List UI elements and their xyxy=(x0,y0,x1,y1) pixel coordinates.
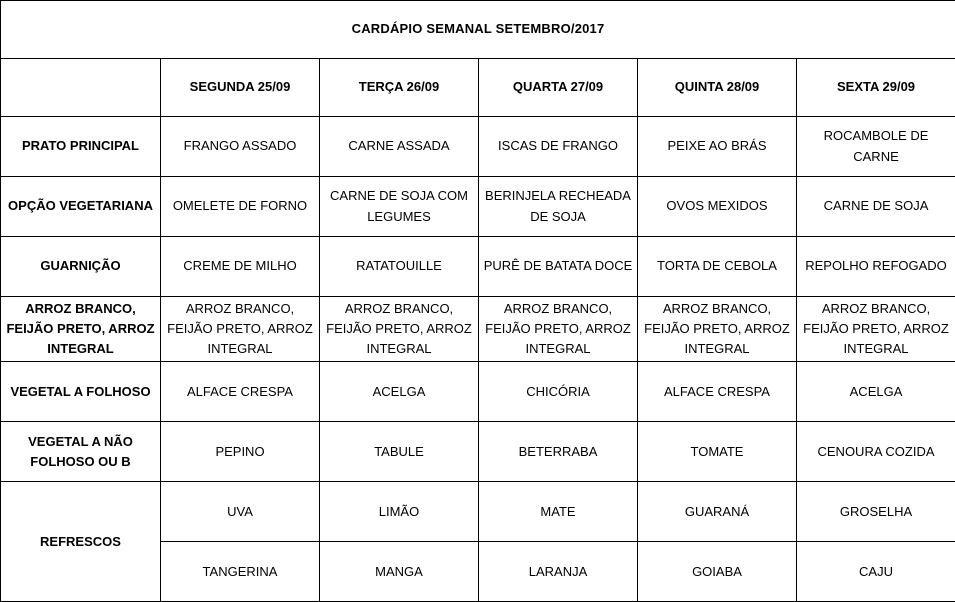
table-cell: CHICÓRIA xyxy=(479,362,638,422)
table-cell: OVOS MEXIDOS xyxy=(638,177,797,237)
header-terca: TERÇA 26/09 xyxy=(320,59,479,117)
table-cell: BETERRABA xyxy=(479,422,638,482)
corner-header-cell xyxy=(1,59,161,117)
header-quinta: QUINTA 28/09 xyxy=(638,59,797,117)
table-cell: CARNE DE SOJA xyxy=(797,177,955,237)
row-label-refrescos: REFRESCOS xyxy=(1,482,161,602)
table-cell: CARNE ASSADA xyxy=(320,117,479,177)
table-cell: ISCAS DE FRANGO xyxy=(479,117,638,177)
table-cell: TANGERINA xyxy=(161,542,320,602)
table-cell: CAJU xyxy=(797,542,955,602)
table-cell: BERINJELA RECHEADA DE SOJA xyxy=(479,177,638,237)
row-label-arroz-feijao: ARROZ BRANCO, FEIJÃO PRETO, ARROZ INTEGRAL xyxy=(1,297,161,362)
table-cell: ALFACE CRESPA xyxy=(638,362,797,422)
row-label-opcao-vegetariana: OPÇÃO VEGETARIANA xyxy=(1,177,161,237)
table-cell: CARNE DE SOJA COM LEGUMES xyxy=(320,177,479,237)
table-cell: ACELGA xyxy=(320,362,479,422)
table-cell: TABULE xyxy=(320,422,479,482)
header-sexta: SEXTA 29/09 xyxy=(797,59,955,117)
row-opcao-vegetariana xyxy=(1,177,955,237)
table-cell: OMELETE DE FORNO xyxy=(161,177,320,237)
table-cell: ARROZ BRANCO, FEIJÃO PRETO, ARROZ INTEGRAL xyxy=(638,297,797,362)
table-cell: ARROZ BRANCO, FEIJÃO PRETO, ARROZ INTEGRAL xyxy=(797,297,955,362)
row-vegetal-nao-folhoso xyxy=(1,422,955,482)
row-label-prato-principal: PRATO PRINCIPAL xyxy=(1,117,161,177)
table-cell: FRANGO ASSADO xyxy=(161,117,320,177)
table-cell: UVA xyxy=(161,482,320,542)
table-cell: PEIXE AO BRÁS xyxy=(638,117,797,177)
table-cell: CENOURA COZIDA xyxy=(797,422,955,482)
row-label-vegetal-nao-folhoso: VEGETAL A NÃO FOLHOSO OU B xyxy=(1,422,161,482)
table-cell: ARROZ BRANCO, FEIJÃO PRETO, ARROZ INTEGRAL xyxy=(161,297,320,362)
table-cell: LARANJA xyxy=(479,542,638,602)
row-refrescos-1 xyxy=(1,482,955,542)
table-cell: ALFACE CRESPA xyxy=(161,362,320,422)
table-cell: GOIABA xyxy=(638,542,797,602)
row-vegetal-folhoso xyxy=(1,362,955,422)
table-cell: CREME DE MILHO xyxy=(161,237,320,297)
table-cell: PEPINO xyxy=(161,422,320,482)
row-prato-principal xyxy=(1,117,955,177)
table-cell: MATE xyxy=(479,482,638,542)
table-cell: ACELGA xyxy=(797,362,955,422)
table-cell: LIMÃO xyxy=(320,482,479,542)
table-cell: TOMATE xyxy=(638,422,797,482)
page-title: CARDÁPIO SEMANAL SETEMBRO/2017 xyxy=(1,1,955,59)
table-cell: TORTA DE CEBOLA xyxy=(638,237,797,297)
title-row xyxy=(1,1,955,59)
table-cell: ARROZ BRANCO, FEIJÃO PRETO, ARROZ INTEGRAL xyxy=(479,297,638,362)
table-cell: RATATOUILLE xyxy=(320,237,479,297)
table-cell: ARROZ BRANCO, FEIJÃO PRETO, ARROZ INTEGRAL xyxy=(320,297,479,362)
header-row xyxy=(1,59,955,117)
table-cell: MANGA xyxy=(320,542,479,602)
row-guarnicao xyxy=(1,237,955,297)
table-cell: GROSELHA xyxy=(797,482,955,542)
header-segunda: SEGUNDA 25/09 xyxy=(161,59,320,117)
table-cell: REPOLHO REFOGADO xyxy=(797,237,955,297)
header-quarta: QUARTA 27/09 xyxy=(479,59,638,117)
row-arroz-feijao xyxy=(1,297,955,362)
table-cell: PURÊ DE BATATA DOCE xyxy=(479,237,638,297)
table-cell: ROCAMBOLE DE CARNE xyxy=(797,117,955,177)
row-label-vegetal-folhoso: VEGETAL A FOLHOSO xyxy=(1,362,161,422)
table-cell: GUARANÁ xyxy=(638,482,797,542)
row-label-guarnicao: GUARNIÇÃO xyxy=(1,237,161,297)
